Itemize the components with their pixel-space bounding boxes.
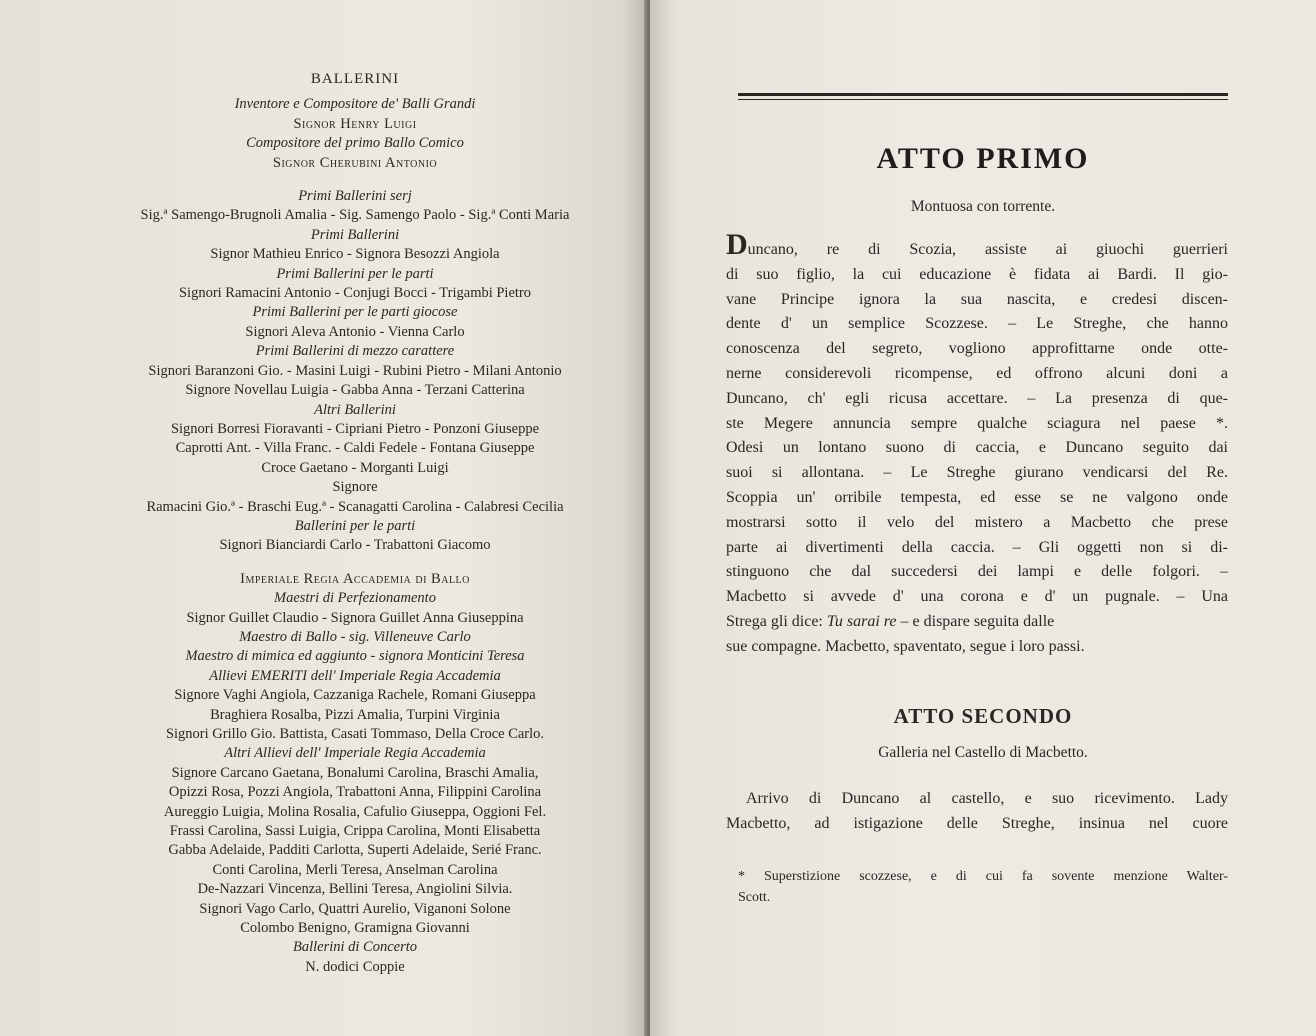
list-line: Altri Ballerini (314, 401, 396, 418)
text-line: Macbetto, ad istigazione delle Streghe, insinua nel cuore (726, 814, 1228, 832)
list-line: Altri Allievi dell' Imperiale Regia Accademia (224, 745, 486, 762)
list-line: De-Nazzari Vincenza, Bellini Teresa, Angiolini Silvia. (197, 881, 513, 898)
list-line: Signore (332, 479, 378, 496)
text-line: Scoppia un' orribile tempesta, ed esse se ne valgono onde (726, 488, 1228, 506)
ballerini-heading: BALLERINI (310, 71, 400, 87)
text-line: Duncano, ch' egli ricusa accettare. – La presenza di que- (726, 389, 1228, 407)
list-line: Ramacini Gio.ª - Braschi Eug.ª - Scanagatti Carolina - Calabresi Cecilia (146, 498, 564, 515)
footnote-line: * Superstizione scozzese, e di cui fa sovente menzione Walter- (738, 869, 1228, 884)
drop-cap: D (726, 228, 748, 261)
list-line: Signori Grillo Gio. Battista, Casati Tommaso, Della Croce Carlo. (165, 726, 545, 742)
text-line: Macbetto si avvede d' una corona e d' un pugnale. – Una (726, 588, 1228, 606)
text-line: parte ai divertimenti della caccia. – Gli oggetti non si di- (726, 538, 1228, 556)
list-line: Primi Ballerini serj (298, 188, 412, 205)
list-line: Compositore del primo Ballo Comico (246, 135, 464, 152)
list-line: Imperiale Regia Accademia di Ballo (240, 570, 470, 587)
text-line: Strega gli dice: Tu sarai re – e dispare seguita dalle (726, 612, 1055, 630)
list-line: Primi Ballerini per le parti giocose (252, 304, 458, 321)
list-line: Allievi EMERITI dell' Imperiale Regia Accademia (209, 667, 501, 684)
text-line: vane Principe ignora la sua nascita, e credesi discen- (726, 290, 1228, 308)
left-page (0, 0, 649, 1036)
list-line: Conti Carolina, Merli Teresa, Anselman Carolina (212, 861, 498, 878)
list-line: Signore Vaghi Angiola, Cazzaniga Rachele, Romani Giuseppa (174, 687, 536, 704)
list-line: Croce Gaetano - Morganti Luigi (261, 459, 449, 476)
list-line: Sig.ª Samengo-Brugnoli Amalia - Sig. Samengo Paolo - Sig.ª Conti Maria (140, 207, 570, 224)
list-line: Gabba Adelaide, Padditi Carlotta, Superti Adelaide, Serié Franc. (168, 842, 542, 859)
list-line: Signor Cherubini Antonio (272, 154, 438, 171)
list-line: Primi Ballerini di mezzo carattere (255, 343, 455, 360)
text-line: stinguono che dal succedersi dei lampi e delle folgori. – (726, 563, 1228, 581)
list-line: Signori Aleva Antonio - Vienna Carlo (245, 323, 465, 340)
list-line: Signori Borresi Fioravanti - Cipriani Pietro - Ponzoni Giuseppe (170, 420, 540, 437)
act-two-setting: Galleria nel Castello di Macbetto. (878, 744, 1088, 761)
list-line: Signori Baranzoni Gio. - Masini Luigi - Rubini Pietro - Milani Antonio (148, 362, 562, 379)
text-line: Arrivo di Duncano al castello, e suo ricevimento. Lady (746, 790, 1228, 807)
text-line: Duncano, re di Scozia, assiste ai giuochi guerrieri (726, 228, 1228, 261)
act-one-setting: Montuosa con torrente. (910, 198, 1056, 215)
footnote (738, 866, 1228, 908)
text-line: suoi si allontana. – Le Streghe giurano vendicarsi del Re. (726, 464, 1228, 482)
list-line: Caprotti Ant. - Villa Franc. - Caldi Fedele - Fontana Giuseppe (175, 440, 535, 457)
list-line: Maestri di Perfezionamento (274, 590, 436, 607)
act-one-text (726, 228, 1228, 660)
list-line: Inventore e Compositore de' Balli Grandi (234, 96, 476, 113)
text-line: ste Megere annuncia sempre qualche sciagura nel paese *. (726, 414, 1228, 432)
list-line: Colombo Benigno, Gramigna Giovanni (240, 920, 470, 937)
text-line: Odesi un lontano suono di caccia, e Duncano seguito dai (726, 439, 1228, 457)
spacer (60, 556, 649, 570)
list-line: Opizzi Rosa, Pozzi Angiola, Trabattoni Anna, Filippini Carolina (168, 784, 542, 801)
list-line: Braghiera Rosalba, Pizzi Amalia, Turpini Virginia (210, 706, 500, 723)
text-line: dente d' un semplice Scozzese. – Le Streghe, che hanno (726, 315, 1228, 333)
text-line: sue compagne. Macbetto, spaventato, segue i loro passi. (726, 637, 1085, 655)
list-line: Signor Henry Luigi (293, 115, 417, 132)
act-one-title: ATTO PRIMO (876, 142, 1090, 175)
text-line: nerne considerevoli ricompense, ed offrono alcuni doni a (726, 364, 1228, 382)
ballerini-list (60, 70, 649, 977)
list-line: Signori Bianciardi Carlo - Trabattoni Giacomo (219, 537, 491, 554)
header-rule-thick (738, 93, 1228, 96)
list-line: Signore Novellau Luigia - Gabba Anna - Terzani Catterina (185, 382, 525, 399)
act-two-title: ATTO SECONDO (893, 704, 1073, 728)
list-line: Maestro di mimica ed aggiunto - signora Monticini Teresa (185, 648, 525, 665)
list-line: Ballerini per le parti (294, 517, 416, 534)
list-line: Ballerini di Concerto (292, 939, 418, 956)
list-line: Signori Vago Carlo, Quattri Aurelio, Viganoni Solone (199, 900, 511, 917)
list-line: Primi Ballerini per le parti (276, 265, 434, 282)
list-line: Aureggio Luigia, Molina Rosalia, Cafulio Giuseppa, Oggioni Fel. (163, 803, 547, 820)
list-line: Signor Mathieu Enrico - Signora Besozzi Angiola (210, 246, 500, 263)
spacer (60, 173, 649, 187)
witch-quote: Tu sarai re (826, 612, 897, 630)
list-line: Signor Guillet Claudio - Signora Guillet Anna Giuseppina (186, 609, 524, 626)
text-line: di suo figlio, la cui educazione è fidata ai Bardi. Il gio- (726, 265, 1228, 283)
text-line: conoscenza del segreto, vogliono approfittarne onde otte- (726, 340, 1228, 358)
list-line: Signore Carcano Gaetana, Bonalumi Carolina, Braschi Amalia, (171, 764, 539, 781)
list-line: Maestro di Ballo - sig. Villeneuve Carlo (239, 628, 471, 645)
header-rule-thin (738, 99, 1228, 100)
act-two-text (726, 787, 1228, 837)
list-line: N. dodici Coppie (305, 958, 405, 975)
footnote-line: Scott. (738, 890, 771, 905)
text-line: mostrarsi sotto il velo del mistero a Macbetto che prese (726, 513, 1228, 531)
list-line: Frassi Carolina, Sassi Luigia, Crippa Carolina, Monti Elisabetta (169, 823, 541, 840)
list-line: Primi Ballerini (310, 226, 400, 243)
list-line: Signori Ramacini Antonio - Conjugi Bocci - Trigambi Pietro (178, 285, 532, 302)
